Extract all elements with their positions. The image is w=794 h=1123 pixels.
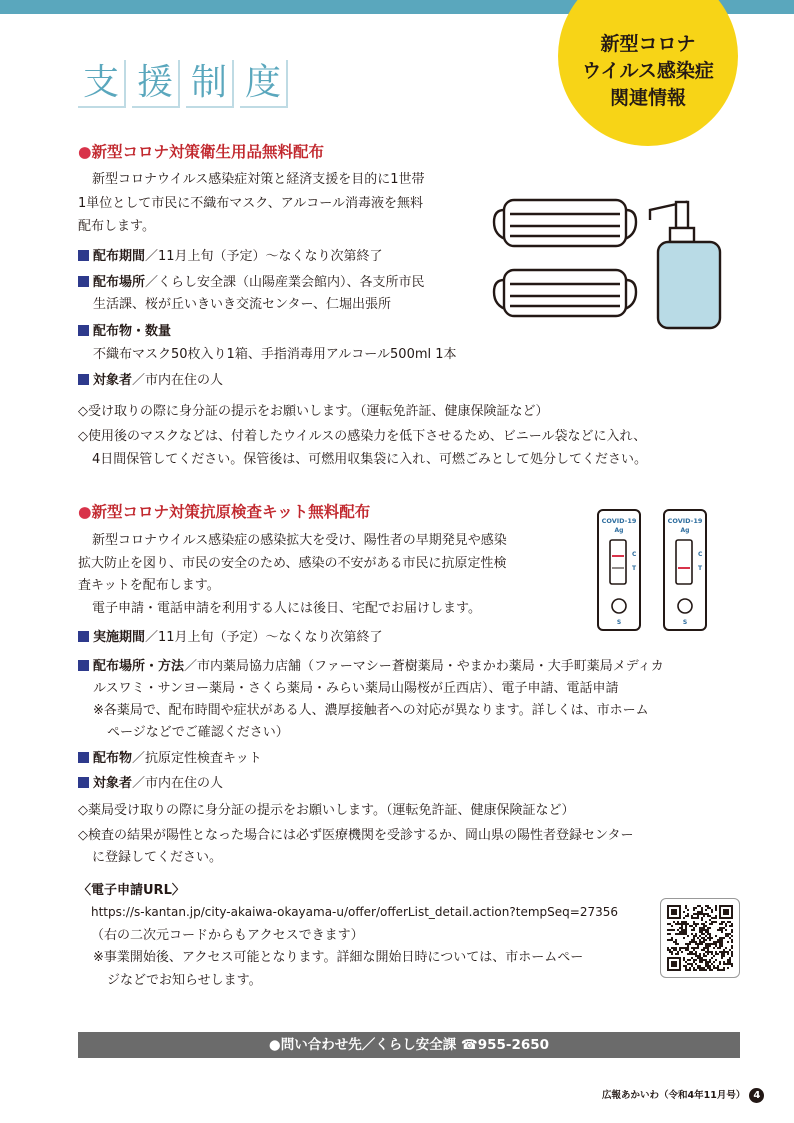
- badge-line-1: 新型コロナ: [600, 32, 696, 55]
- section2-place-note-1: ※各薬局で、配布時間や症状がある人、濃厚接触者への対応が異なります。詳しくは、市ホーム: [93, 703, 649, 718]
- section1-note-2b: 4日間保管してください。保管後は、可燃用収集袋に入れ、可燃ごみとして処分してください。: [92, 452, 648, 467]
- section2-note-2: ◇検査の結果が陽性となった場合には必ず医療機関を受診するか、岡山県の陽性者登録センター: [78, 828, 634, 843]
- footer: [602, 1087, 764, 1103]
- url-heading: 〈電子申請URL〉: [78, 883, 185, 898]
- kit-c: C: [698, 551, 703, 558]
- test-kit-illustration: [594, 508, 718, 634]
- section2-target: 対象者／市内在住の人: [78, 773, 223, 794]
- title-char: 援: [132, 60, 180, 108]
- badge-line-3: 関連情報: [609, 86, 686, 109]
- title-char: 制: [186, 60, 234, 108]
- qr-code-icon[interactable]: [667, 905, 733, 971]
- section1-place-2: 生活課、桜が丘いきいき交流センター、仁堀出張所: [93, 297, 391, 312]
- section2-intro-4: 電子申請・電話申請を利用する人には後日、宅配でお届けします。: [92, 601, 481, 616]
- title-char: 度: [240, 60, 288, 108]
- section1-note-2: ◇使用後のマスクなどは、付着したウイルスの感染力を低下させるため、ビニール袋などに入れ、: [78, 429, 647, 444]
- section1-items: 配布物・数量: [78, 321, 171, 342]
- section1-period: 配布期間／11月上旬（予定）～なくなり次第終了: [78, 246, 383, 267]
- section1-place: 配布場所／くらし安全課（山陽産業会館内）、各支所市民: [78, 272, 425, 293]
- section2-place-note-2: ページなどでご確認ください）: [107, 725, 289, 740]
- kit-s: S: [616, 619, 622, 626]
- contact-bar: ●問い合わせ先／くらし安全課 ☎955-2650: [78, 1032, 740, 1058]
- application-url[interactable]: https://s-kantan.jp/city-akaiwa-okayama-u/offer/offerList_detail.action?tempSeq=27356: [91, 905, 618, 919]
- kit-t: T: [698, 565, 703, 572]
- url-note-2: ジなどでお知らせします。: [107, 973, 262, 988]
- section2-note-2b: に登録してください。: [92, 850, 223, 865]
- section2-heading: ●新型コロナ対策抗原検査キット無料配布: [78, 503, 371, 521]
- mask-icon: [494, 200, 636, 246]
- section2-period: 実施期間／11月上旬（予定）～なくなり次第終了: [78, 627, 383, 648]
- qr-code-frame: [660, 898, 740, 978]
- test-kit-icon: [598, 510, 640, 630]
- section1-intro-1: 新型コロナウイルス感染症対策と経済支援を目的に1世帯: [92, 172, 425, 187]
- section1-target: 対象者／市内在住の人: [78, 370, 223, 391]
- kit-label: COVID-19: [667, 517, 703, 525]
- badge-line-2: ウイルス感染症: [582, 59, 714, 82]
- mask-and-sanitizer-illustration: [490, 180, 730, 340]
- kit-sub: Ag: [680, 527, 690, 534]
- section2-items: 配布物／抗原定性検査キット: [78, 748, 262, 769]
- section2-intro-1: 新型コロナウイルス感染症の感染拡大を受け、陽性者の早期発見や感染: [92, 533, 507, 548]
- url-note-1: ※事業開始後、アクセス可能となります。詳細な開始日時については、市ホームペー: [93, 950, 584, 965]
- section2-intro-2: 拡大防止を図り、市民の安全のため、感染の不安がある市民に抗原定性検: [78, 556, 507, 571]
- page-title: [78, 60, 288, 108]
- qr-note: （右の二次元コードからもアクセスできます）: [91, 928, 364, 943]
- section1-intro-2: 1単位として市民に不織布マスク、アルコール消毒液を無料: [78, 196, 423, 211]
- section1-intro-3: 配布します。: [78, 219, 155, 234]
- mask-icon: [494, 270, 636, 316]
- section1-heading: ●新型コロナ対策衛生用品無料配布: [78, 143, 325, 161]
- kit-label: COVID-19: [601, 517, 637, 525]
- footer-text: 広報あかいわ（令和4年11月号）: [602, 1090, 746, 1101]
- section2-place: 配布場所・方法／市内薬局協力店舗（ファーマシー蒼樹薬局・やまかわ薬局・大手町薬局メディカ: [78, 656, 664, 677]
- test-kit-icon: [664, 510, 706, 630]
- section2-intro-3: 査キットを配布します。: [78, 578, 220, 593]
- section1-note-1: ◇受け取りの際に身分証の提示をお願いします。（運転免許証、健康保険証など）: [78, 404, 549, 419]
- kit-sub: Ag: [614, 527, 624, 534]
- section1-items-value: 不織布マスク50枚入り1箱、手指消毒用アルコール500ml 1本: [93, 347, 457, 362]
- kit-s: S: [682, 619, 688, 626]
- section2-place-2: ルスワミ・サンヨー薬局・さくら薬局・みらい薬局山陽桜が丘西店）、電子申請、電話申請: [93, 681, 619, 696]
- kit-t: T: [632, 565, 637, 572]
- kit-c: C: [632, 551, 637, 558]
- section2-note-1: ◇薬局受け取りの際に身分証の提示をお願いします。（運転免許証、健康保険証など）: [78, 803, 575, 818]
- topic-badge: [558, 0, 738, 146]
- sanitizer-bottle-icon: [650, 202, 720, 328]
- title-char: 支: [78, 60, 126, 108]
- page-number: 4: [749, 1088, 764, 1103]
